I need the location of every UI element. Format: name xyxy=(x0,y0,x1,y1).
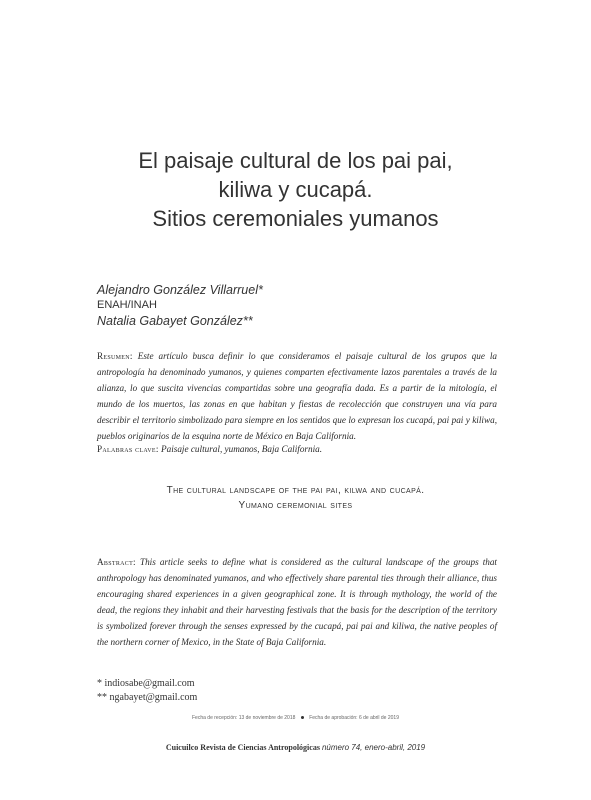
journal-footer xyxy=(0,743,591,752)
title-line-1: El paisaje cultural de los pai pai, xyxy=(138,148,453,173)
english-title-line-2: Yumano ceremonial sites xyxy=(238,500,353,511)
abstract-text: This article seeks to define what is considered as the cultural landscape of the groups that anthropology has denominated yumanos, and who effectively share parental ties through their alliance, thus encouraging shared experiences in a given geographical zone. It is through mythology, the world of the dead, the regions they inhabit and their harvesting festivals that the basis for the description of the territory is symbolized forever through the senses expressed by the cucapá, pai pai and kiliwa, the native peoples of the northern corner of Mexico, in the State of Baja California. xyxy=(97,557,497,647)
journal-issue: número 74, enero-abril, 2019 xyxy=(321,743,426,752)
english-title-line-1: The cultural landscape of the pai pai, kilwa and cucapá. xyxy=(166,485,425,496)
dates-line xyxy=(0,715,591,721)
approved-date: Fecha de aprobación: 6 de abril de 2019 xyxy=(309,715,399,721)
email-2: ** ngabayet@gmail.com xyxy=(97,692,198,703)
keywords-text: Paisaje cultural, yumanos, Baja California. xyxy=(161,444,323,454)
resumen-block xyxy=(97,348,497,444)
author-1-name: Alejandro González Villarruel* xyxy=(97,283,263,297)
resumen-label: Resumen: xyxy=(97,351,133,361)
author-emails xyxy=(97,677,197,705)
abstract-block xyxy=(97,554,497,650)
journal-name: Cuicuilco Revista de Ciencias Antropológicas xyxy=(165,743,320,752)
author-2-name: Natalia Gabayet González** xyxy=(97,314,253,328)
received-date: Fecha de recepción: 13 de noviembre de 2018 xyxy=(192,715,296,721)
english-title xyxy=(0,483,591,513)
keywords-label: Palabras clave: xyxy=(97,444,159,454)
resumen-text: Este artículo busca definir lo que consideramos el paisaje cultural de los grupos que la antropología ha denominado yumanos, y quienes comparten efectivamente lazos parentales a través de la alianza, lo que suscita vivencias compartidas sobre una geografía dada. Es a partir de la mitología, el mundo de los muertos, las zonas en que habitan y fiestas de recolección que construyen una vía para describir el territorio simbolizado para siempre en los sentidos que lo expresan los cucapá, pai pai y kiliwa, pueblos originarios de la esquina norte de México en Baja California. xyxy=(97,351,498,441)
author-block xyxy=(97,282,263,329)
abstract-label: Abstract: xyxy=(97,557,136,567)
keywords-block xyxy=(97,442,497,456)
email-1: * indiosabe@gmail.com xyxy=(97,678,195,689)
bullet-separator xyxy=(301,716,304,719)
title-line-2: kiliwa y cucapá. xyxy=(218,177,373,202)
article-title xyxy=(0,146,591,233)
author-1-affiliation: ENAH/INAH xyxy=(97,299,157,311)
title-line-3: Sitios ceremoniales yumanos xyxy=(152,206,439,231)
